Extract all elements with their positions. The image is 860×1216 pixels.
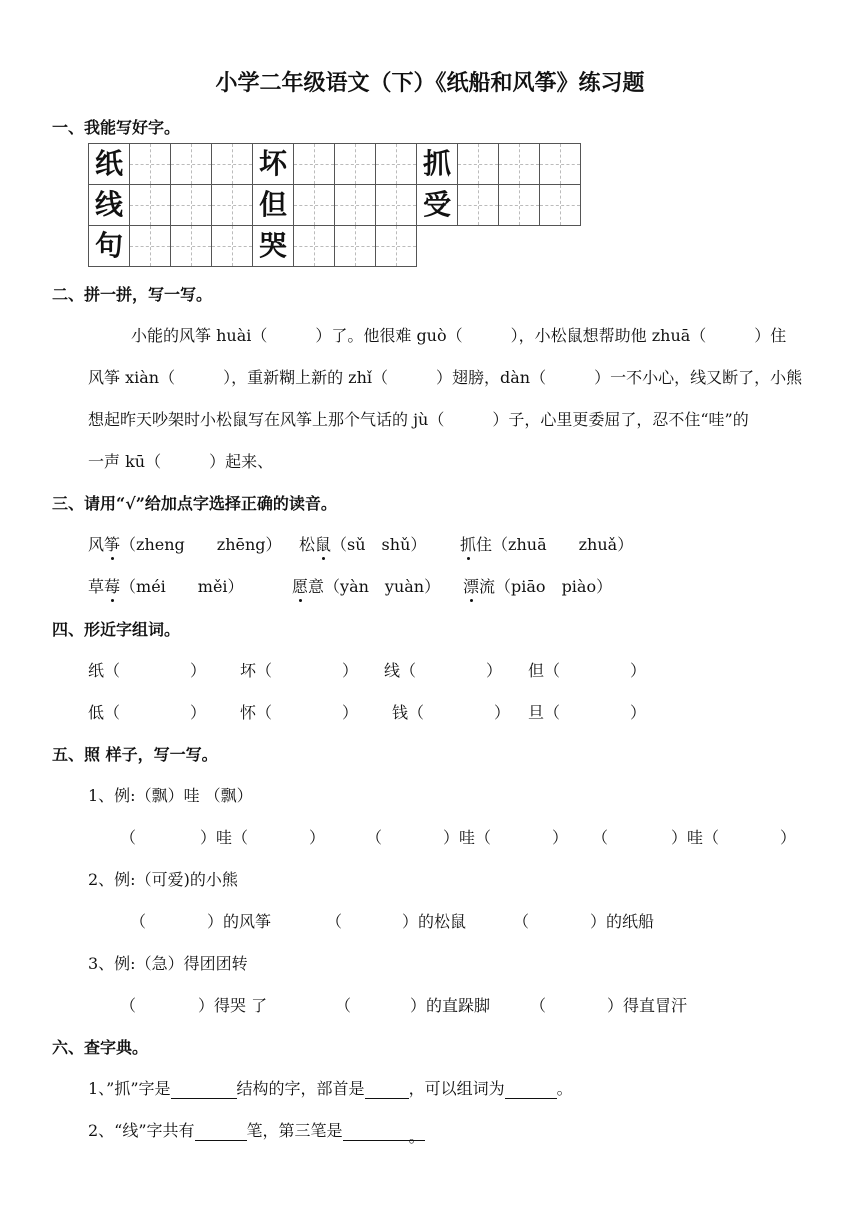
grid-cell[interactable] [376, 226, 417, 267]
example-3: 3、例:（急）得团团转 [88, 954, 248, 973]
word-group-item: 怀（ [240, 703, 273, 722]
answer-paren: （ [592, 828, 609, 847]
word-char: 住 [476, 535, 493, 554]
grid-char: 句 [89, 226, 130, 267]
word-group-close: ） [342, 661, 359, 680]
answer-paren: ）哇（ [200, 828, 249, 847]
example-1: 1、例:（飘）哇 （飘） [88, 786, 253, 805]
grid-char: 坏 [253, 144, 294, 185]
answer-paren: ）哇（ [443, 828, 492, 847]
word-group-item: 纸（ [88, 661, 121, 680]
answer-phrase: ）的纸船 [590, 912, 655, 931]
grid-cell[interactable] [212, 226, 253, 267]
grid-cell[interactable] [171, 185, 212, 226]
answer-phrase: ）的松鼠 [402, 912, 467, 931]
grid-cell[interactable] [540, 144, 581, 185]
word-group-close: ） [190, 661, 207, 680]
pinyin-options[interactable]: （yàn yuàn） [324, 577, 441, 596]
dotted-char: 抓 [460, 535, 477, 554]
answer-phrase: ）得直冒汗 [607, 996, 688, 1015]
answer-paren: （ [120, 828, 137, 847]
grid-char: 线 [89, 185, 130, 226]
grid-char: 纸 [89, 144, 130, 185]
word-group-close: ） [630, 703, 647, 722]
pinyin-options[interactable]: （zheng zhēng） [120, 535, 282, 554]
dotted-char: 莓 [104, 577, 121, 596]
grid-cell[interactable] [458, 144, 499, 185]
answer-phrase: ）的风筝 [207, 912, 272, 931]
passage-line-2: 风筝 xiàn（ ），重新糊上新的 zhǐ（ ）翅膀，dàn（ ）一不小心，线又断了，小熊 [88, 368, 803, 387]
pinyin-options[interactable]: （méi měi） [120, 577, 244, 596]
grid-char: 受 [417, 185, 458, 226]
answer-paren: （ [513, 912, 530, 931]
section-6-heading: 六、查字典。 [52, 1038, 149, 1057]
pinyin-item [299, 532, 426, 555]
grid-cell[interactable] [540, 185, 581, 226]
question-text: 。 [409, 1124, 425, 1141]
word-group-close: ） [630, 661, 647, 680]
word-group-item: 旦（ [528, 703, 561, 722]
grid-cell[interactable] [458, 185, 499, 226]
pinyin-options[interactable]: （zhuā zhuǎ） [492, 535, 634, 554]
answer-paren: ）哇（ [671, 828, 720, 847]
dictionary-question-1 [88, 1076, 573, 1099]
grid-cell[interactable] [212, 144, 253, 185]
word-char: 松 [299, 535, 316, 554]
grid-cell[interactable] [130, 226, 171, 267]
writing-grid-row-1 [88, 143, 581, 185]
grid-cell[interactable] [294, 144, 335, 185]
dotted-char: 鼠 [315, 535, 332, 554]
word-char: 流 [479, 577, 496, 596]
question-text: 。 [556, 1079, 573, 1098]
dotted-char: 漂 [463, 577, 480, 596]
answer-blank[interactable] [195, 1124, 247, 1141]
word-group-item: 钱（ [392, 703, 425, 722]
word-group-close: ） [486, 661, 503, 680]
section-2-heading: 二、拼一拼，写一写。 [52, 285, 213, 304]
grid-char: 抓 [417, 144, 458, 185]
word-group-item: 坏（ [240, 661, 273, 680]
grid-char: 哭 [253, 226, 294, 267]
pinyin-item [88, 532, 282, 555]
answer-paren: ） [552, 828, 569, 847]
dotted-char: 筝 [104, 535, 121, 554]
pinyin-item [88, 574, 244, 597]
answer-paren: （ [120, 996, 137, 1015]
grid-cell[interactable] [212, 185, 253, 226]
word-group-close: ） [342, 703, 359, 722]
grid-cell[interactable] [171, 226, 212, 267]
grid-cell[interactable] [376, 185, 417, 226]
question-text: 1、”抓”字是 [88, 1079, 171, 1098]
grid-cell[interactable] [130, 144, 171, 185]
answer-phrase: ）得哭 了 [198, 996, 268, 1015]
example-2: 2、例:（可爱)的小熊 [88, 870, 238, 889]
answer-blank[interactable] [365, 1082, 409, 1099]
writing-grid-row-3 [88, 225, 417, 267]
word-char: 风 [88, 535, 105, 554]
question-text: 2、“线”字共有 [88, 1121, 195, 1140]
word-char: 草 [88, 577, 105, 596]
pinyin-item [460, 532, 633, 555]
answer-paren: （ [130, 912, 147, 931]
passage-line-1: 小能的风筝 huài（ ）了。他很难 guò（ ），小松鼠想帮助他 zhuā（ ）住 [131, 326, 787, 345]
answer-paren: ） [309, 828, 326, 847]
word-group-close: ） [190, 703, 207, 722]
pinyin-item [292, 574, 440, 597]
word-group-item: 低（ [88, 703, 121, 722]
word-group-item: 线（ [384, 661, 417, 680]
answer-phrase: ）的直跺脚 [410, 996, 491, 1015]
grid-cell[interactable] [376, 144, 417, 185]
section-3-heading: 三、请用“√”给加点字选择正确的读音。 [52, 494, 337, 513]
writing-grid-row-2 [88, 184, 581, 226]
section-1-heading: 一、我能写好字。 [52, 118, 181, 137]
pinyin-item [463, 574, 612, 597]
pinyin-options[interactable]: （piāo piào） [495, 577, 613, 596]
answer-paren: （ [335, 996, 352, 1015]
answer-paren: （ [366, 828, 383, 847]
pinyin-options[interactable]: （sǔ shǔ） [331, 535, 427, 554]
dictionary-question-2 [88, 1118, 425, 1146]
passage-line-4: 一声 kū（ ）起来、 [88, 452, 274, 471]
passage-line-3: 想起昨天吵架时小松鼠写在风筝上那个气话的 jù（ ）子，心里更委屈了，忍不住“哇”的 [88, 410, 749, 429]
word-char: 意 [308, 577, 325, 596]
word-group-close: ） [494, 703, 511, 722]
grid-cell[interactable] [335, 144, 376, 185]
question-text: ，可以组词为 [408, 1079, 505, 1098]
grid-cell[interactable] [499, 185, 540, 226]
answer-blank[interactable] [171, 1082, 237, 1099]
grid-cell[interactable] [294, 226, 335, 267]
grid-cell[interactable] [171, 144, 212, 185]
page-title: 小学二年级语文（下）《纸船和风筝》练习题 [215, 70, 645, 96]
question-text: 笔，第三笔是 [246, 1121, 343, 1140]
answer-paren: （ [326, 912, 343, 931]
dotted-char: 愿 [292, 577, 309, 596]
grid-cell[interactable] [335, 226, 376, 267]
answer-paren: ） [780, 828, 797, 847]
grid-cell[interactable] [335, 185, 376, 226]
grid-cell[interactable] [130, 185, 171, 226]
answer-paren: （ [530, 996, 547, 1015]
section-4-heading: 四、形近字组词。 [52, 620, 181, 639]
section-5-heading: 五、照 样子，写一写。 [52, 745, 218, 764]
answer-blank[interactable] [505, 1082, 557, 1099]
answer-blank[interactable] [343, 1124, 409, 1141]
word-group-item: 但（ [528, 661, 561, 680]
grid-char: 但 [253, 185, 294, 226]
grid-cell[interactable] [294, 185, 335, 226]
question-text: 结构的字，部首是 [236, 1079, 365, 1098]
grid-cell[interactable] [499, 144, 540, 185]
